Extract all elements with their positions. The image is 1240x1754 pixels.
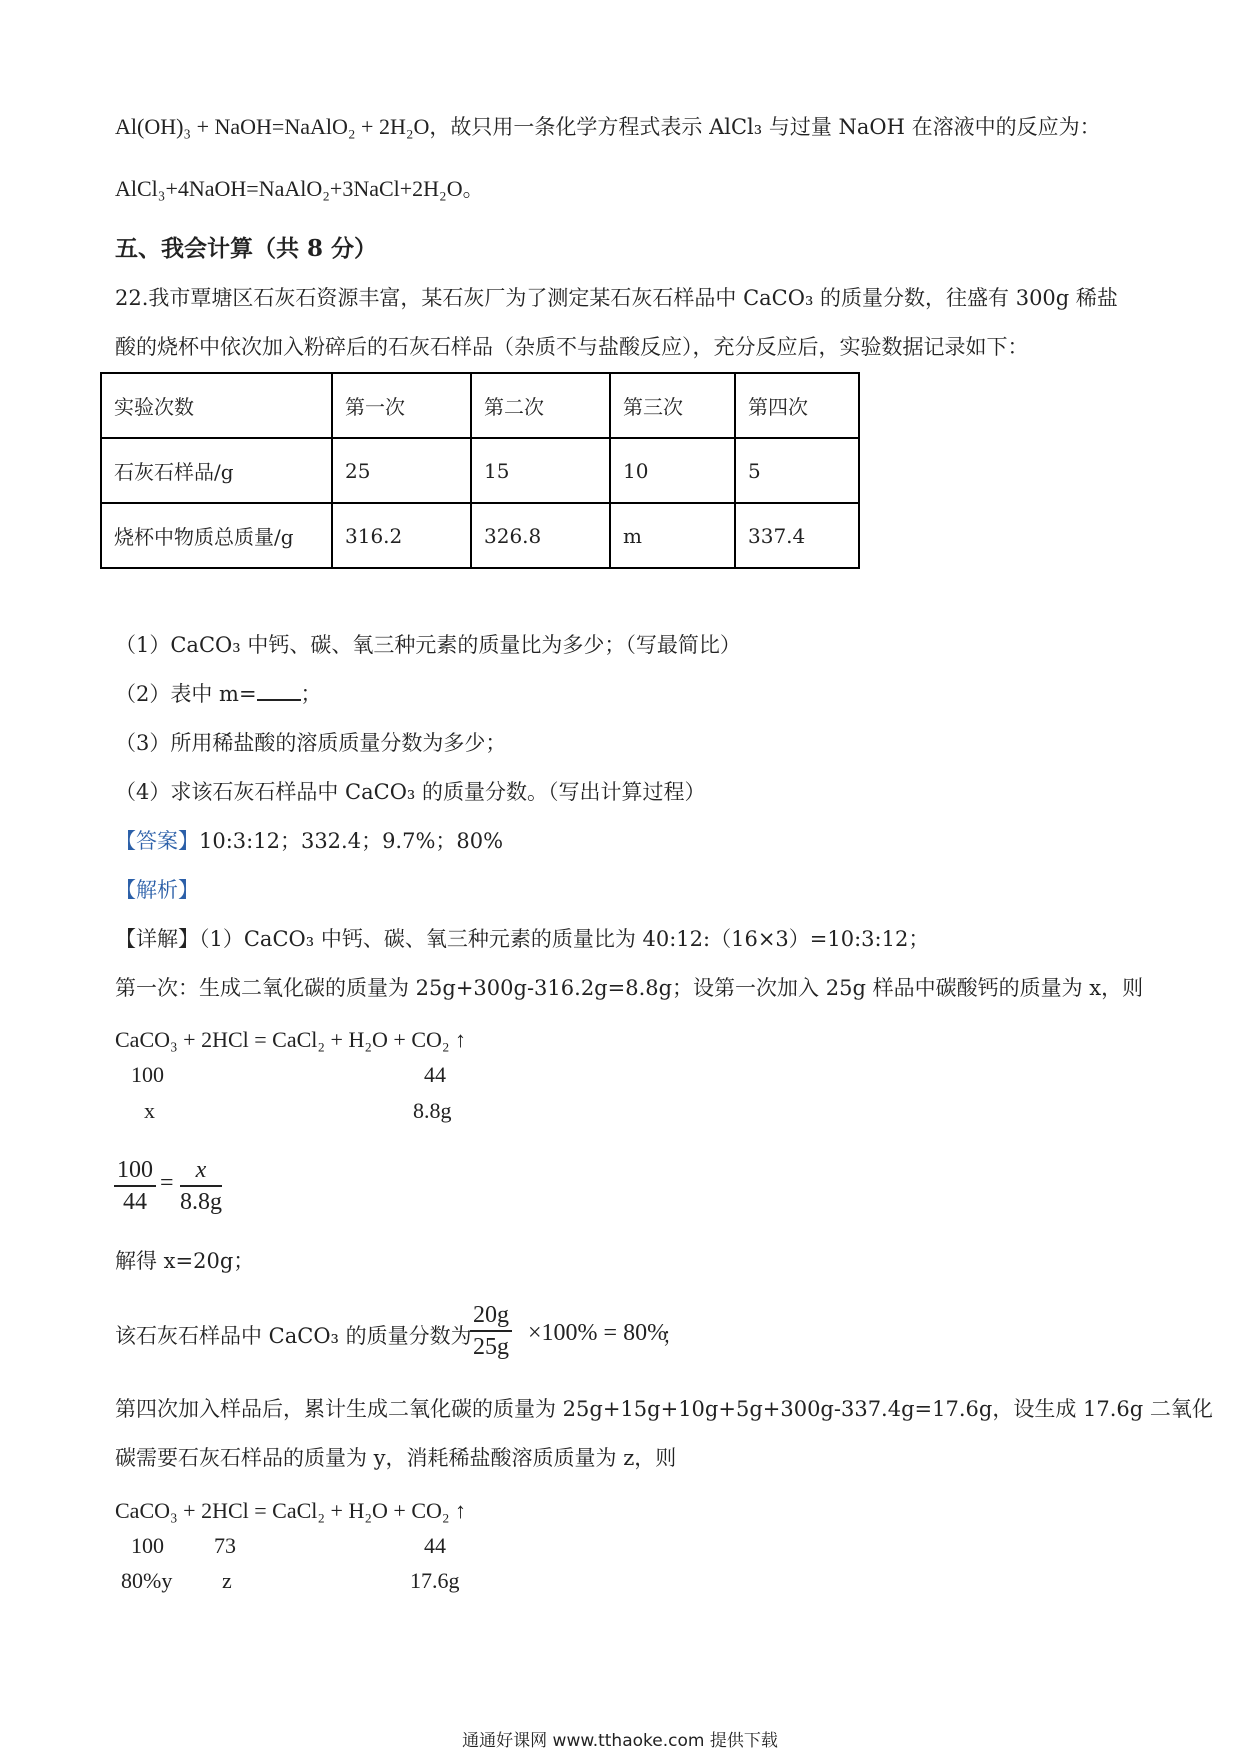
fraction-numerator: 100 bbox=[114, 1155, 156, 1187]
detail-line-1: 【详解】（1）CaCO₃ 中钙、碳、氧三种元素的质量比为 40:12:（16×3）=10:3:12； bbox=[115, 927, 930, 951]
detail-line-4a: 第四次加入样品后，累计生成二氧化碳的质量为 25g+15g+10g+5g+300g-337.4g=17.6g，设生成 17.6g 二氧化 bbox=[115, 1397, 1213, 1421]
page-footer: 通通好课网 www.tthaoke.com 提供下载 bbox=[462, 1731, 778, 1751]
table-cell: m bbox=[610, 503, 735, 568]
table-cell: 第一次 bbox=[332, 373, 471, 438]
table-cell: 第二次 bbox=[471, 373, 610, 438]
text-line-1 bbox=[115, 112, 1101, 142]
table-cell: 316.2 bbox=[332, 503, 471, 568]
fraction-numerator: 20g bbox=[470, 1300, 512, 1332]
question-3: （3）所用稀盐酸的溶质质量分数为多少； bbox=[115, 731, 507, 755]
q22-line-1: 22.我市覃塘区石灰石资源丰富，某石灰厂为了测定某石灰石样品中 CaCO₃ 的质量分数，往盛有 300g 稀盐 bbox=[115, 286, 1118, 310]
ratio-value: 80%y bbox=[121, 1568, 173, 1593]
fraction-left bbox=[114, 1155, 156, 1217]
table-cell: 烧杯中物质总质量/g bbox=[101, 503, 332, 568]
text-line-2 bbox=[115, 174, 484, 204]
percent-fraction bbox=[470, 1300, 512, 1362]
ratio-value: z bbox=[222, 1568, 232, 1593]
fraction-denominator: 25g bbox=[473, 1334, 509, 1360]
ratio-value: 100 bbox=[131, 1062, 164, 1087]
table-cell: 实验次数 bbox=[101, 373, 332, 438]
detail-line-4b: 碳需要石灰石样品的质量为 y，消耗稀盐酸溶质质量为 z，则 bbox=[115, 1446, 677, 1470]
table-cell: 石灰石样品/g bbox=[101, 438, 332, 503]
reaction-equation-1: CaCO₃ + 2HCl = CaCl₂ + H₂O + CO₂ ↑ bbox=[115, 1027, 467, 1052]
q22-line-2: 酸的烧杯中依次加入粉碎后的石灰石样品（杂质不与盐酸反应），充分反应后，实验数据记录如下： bbox=[115, 335, 1029, 359]
ratio-value: 73 bbox=[214, 1533, 236, 1558]
fraction-denominator: 8.8g bbox=[180, 1189, 222, 1215]
answer-tag: 【答案】 bbox=[115, 829, 199, 853]
table-row bbox=[101, 373, 859, 438]
question-4: （4）求该石灰石样品中 CaCO₃ 的质量分数。（写出计算过程） bbox=[115, 780, 706, 804]
table-cell: 15 bbox=[471, 438, 610, 503]
question-2 bbox=[115, 679, 322, 709]
fraction-denominator: 44 bbox=[123, 1189, 147, 1215]
ratio-value: 17.6g bbox=[410, 1568, 460, 1593]
table-cell: 5 bbox=[735, 438, 859, 503]
section-heading: 五、我会计算（共 8 分） bbox=[115, 235, 378, 262]
fraction-numerator: x bbox=[180, 1155, 222, 1187]
fraction-right bbox=[180, 1155, 222, 1217]
answer-line bbox=[115, 826, 503, 856]
percent-result: ×100% = 80% bbox=[528, 1320, 668, 1346]
reaction-equation-2: CaCO₃ + 2HCl = CaCl₂ + H₂O + CO₂ ↑ bbox=[115, 1498, 467, 1523]
line-1-text: ，故只用一条化学方程式表示 AlCl₃ 与过量 NaOH 在溶液中的反应为： bbox=[429, 115, 1101, 139]
question-2-end: ； bbox=[300, 682, 322, 706]
experiment-table bbox=[100, 372, 860, 569]
ratio-value: 100 bbox=[131, 1533, 164, 1558]
percent-end: ； bbox=[662, 1324, 683, 1348]
equals-sign: = bbox=[160, 1170, 174, 1196]
equation-aloh3: Al(OH)₃ + NaOH=NaAlO₂ + 2H₂O bbox=[115, 114, 430, 139]
answer-text: 10:3:12；332.4；9.7%；80% bbox=[199, 829, 504, 853]
ratio-value: 8.8g bbox=[413, 1098, 452, 1123]
detail-line-2: 第一次：生成二氧化碳的质量为 25g+300g-316.2g=8.8g；设第一次加入 25g 样品中碳酸钙的质量为 x，则 bbox=[115, 976, 1144, 1000]
ratio-value: 44 bbox=[424, 1533, 446, 1558]
percent-text: 该石灰石样品中 CaCO₃ 的质量分数为 bbox=[115, 1324, 472, 1348]
table-cell: 326.8 bbox=[471, 503, 610, 568]
table-cell: 10 bbox=[610, 438, 735, 503]
question-2-text: （2）表中 m= bbox=[115, 682, 257, 706]
solve-line: 解得 x=20g； bbox=[115, 1249, 255, 1273]
ratio-value: 44 bbox=[424, 1062, 446, 1087]
table-row bbox=[101, 438, 859, 503]
table-row bbox=[101, 503, 859, 568]
table-cell: 337.4 bbox=[735, 503, 859, 568]
table-cell: 第四次 bbox=[735, 373, 859, 438]
question-1: （1）CaCO₃ 中钙、碳、氧三种元素的质量比为多少；（写最简比） bbox=[115, 633, 741, 657]
answer-blank bbox=[257, 681, 301, 701]
equation-alcl3: AlCl₃+4NaOH=NaAlO₂+3NaCl+2H₂O bbox=[115, 176, 463, 201]
ratio-value: x bbox=[144, 1098, 155, 1123]
table-cell: 第三次 bbox=[610, 373, 735, 438]
table-cell: 25 bbox=[332, 438, 471, 503]
line-2-end: 。 bbox=[462, 177, 484, 201]
analysis-tag: 【解析】 bbox=[115, 878, 199, 902]
